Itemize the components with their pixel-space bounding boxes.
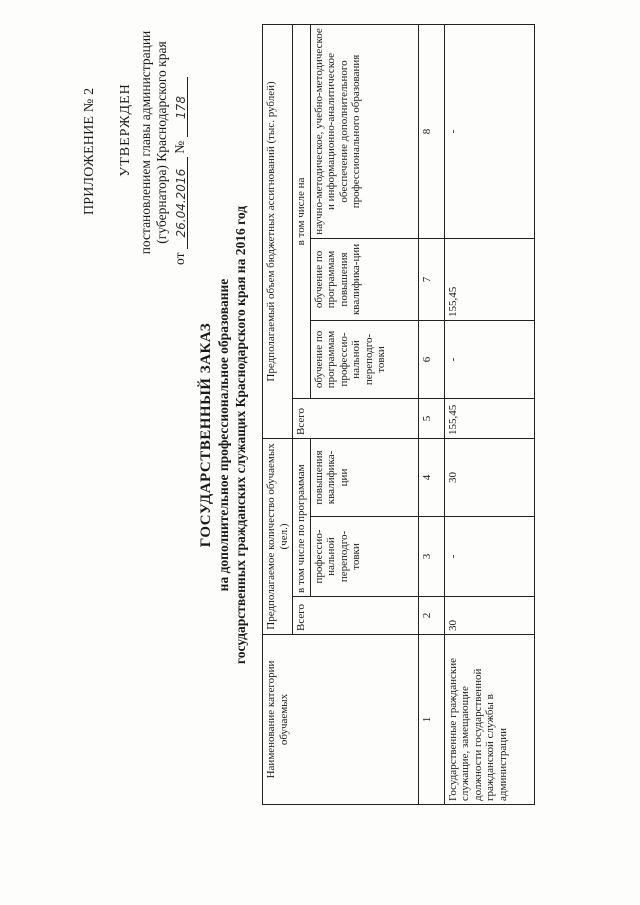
- people-retraining-header: профессио-нальной переподго-товки: [310, 517, 418, 597]
- title-line3: государственных гражданских служащих Краснодарского края на 2016 год: [233, 205, 248, 665]
- approved-by-block: [138, 0, 170, 285]
- handwritten-date: 26.04.2016: [174, 168, 188, 238]
- budget-total-header: Всего: [293, 398, 419, 438]
- header-row-1: [263, 24, 293, 804]
- people-total-header: Всего: [293, 597, 419, 635]
- column-number: 5: [418, 398, 444, 438]
- category-cell: Государственные гражданские служащие, замещающие должности государственной гражданской службы в администрации: [444, 635, 534, 805]
- handwritten-number: 178: [174, 96, 188, 119]
- date-number-line: [172, 78, 188, 266]
- column-number: 7: [418, 238, 444, 320]
- retraining-budget-cell: -: [444, 320, 534, 398]
- column-number: 2: [418, 597, 444, 635]
- methodical-budget-cell: -: [444, 24, 534, 238]
- number-underline: [173, 78, 188, 138]
- approved-by-line1: постановлением главы администрации: [138, 30, 153, 255]
- title-line2: на дополнительное профессиональное образование: [216, 278, 231, 592]
- column-number: 3: [418, 517, 444, 597]
- total-people-cell: 30: [444, 597, 534, 635]
- people-group-header: Предполагаемое количество обучаемых (чел.): [263, 438, 293, 634]
- retraining-people-cell: -: [444, 517, 534, 597]
- title-line1: ГОСУДАРСТВЕННЫЙ ЗАКАЗ: [198, 322, 214, 548]
- document-title: [198, 85, 249, 785]
- total-budget-cell: 155,45: [444, 398, 534, 438]
- budget-retraining-header: обучение по программам профессио-нальной переподго-товки: [310, 320, 418, 398]
- budget-sub-header: в том числе на: [293, 24, 311, 398]
- column-number-row: [418, 24, 444, 804]
- appendix-label: ПРИЛОЖЕНИЕ № 2: [82, 87, 97, 215]
- column-number: 1: [418, 635, 444, 805]
- table-row: [444, 24, 534, 804]
- column-number: 6: [418, 320, 444, 398]
- people-advanced-header: повышения квалифика-ции: [310, 438, 418, 516]
- column-number: 8: [418, 24, 444, 238]
- budget-group-header: Предполагаемый объем бюджетных ассигнований (тыс. рублей): [263, 24, 293, 438]
- budget-methodical-header: научно-методическое, учебно-методическое и информационно-аналитическое обеспечение дополнительного профессионального образования: [310, 24, 418, 238]
- date-prefix: от: [172, 252, 187, 265]
- advanced-budget-cell: 155,45: [444, 238, 534, 320]
- approved-label: УТВЕРЖДЕН: [118, 83, 133, 177]
- advanced-people-cell: 30: [444, 438, 534, 516]
- column-number: 4: [418, 438, 444, 516]
- number-prefix: №: [172, 140, 187, 154]
- budget-advanced-header: обучение по программам повышения квалифика-ции: [310, 238, 418, 320]
- approved-by-line2: (губернатора) Краснодарского края: [154, 41, 169, 244]
- state-order-table: [262, 24, 535, 805]
- date-underline: [173, 157, 188, 249]
- people-sub-header: в том числе по программам: [293, 438, 311, 596]
- category-header: Наименование категории обучаемых: [263, 635, 419, 805]
